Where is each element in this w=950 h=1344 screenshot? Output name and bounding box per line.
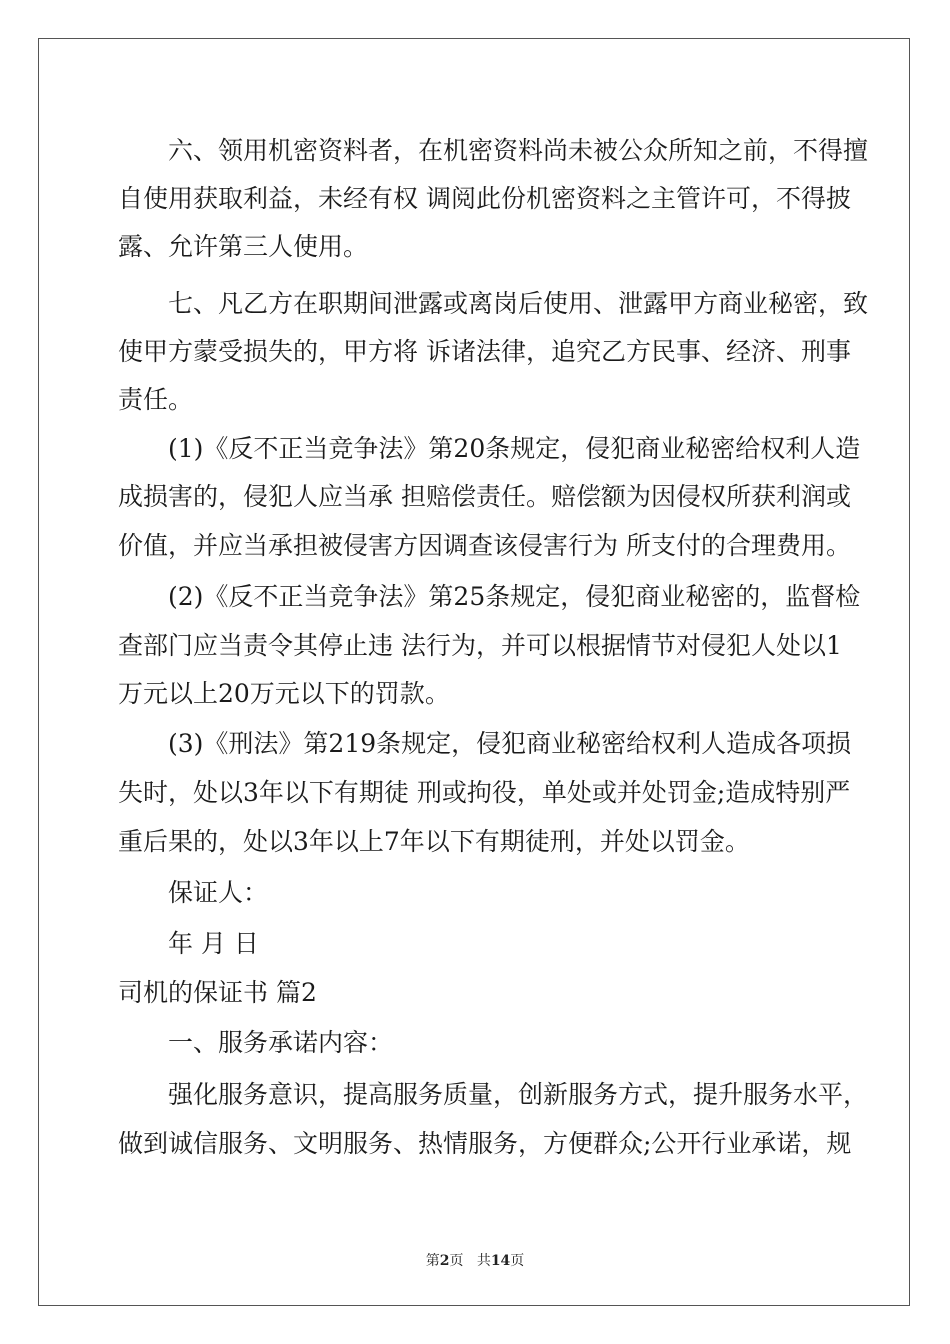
text-line: 价值，并应当承担被侵害方因调查该侵害行为 所支付的合理费用。 [118, 531, 851, 560]
total-suffix: 页 [510, 1253, 525, 1269]
page-prefix: 第 [425, 1253, 440, 1269]
text-line: 成损害的，侵犯人应当承 担赔偿责任。赔偿额为因侵权所获利润或 [118, 482, 851, 511]
date-line: 年 月 日 [118, 929, 259, 958]
text-line: 做到诚信服务、文明服务、热情服务，方便群众;公开行业承诺，规 [118, 1129, 852, 1158]
text-line: (2)《反不正当竞争法》第25条规定，侵犯商业秘密的，监督检 [118, 582, 861, 611]
text-line: 六、领用机密资料者，在机密资料尚未被公众所知之前，不得擅 [118, 136, 869, 165]
page-current: 2 [439, 1253, 450, 1269]
text-line: 失时，处以3年以下有期徒 刑或拘役，单处或并处罚金;造成特别严 [118, 778, 851, 807]
text-line: 露、允许第三人使用。 [118, 232, 369, 261]
page-footer [0, 1250, 950, 1270]
text-line: 自使用获取利益，未经有权 调阅此份机密资料之主管许可，不得披 [118, 184, 851, 213]
page-border [38, 38, 910, 1306]
text-line: 七、凡乙方在职期间泄露或离岗后使用、泄露甲方商业秘密，致 [118, 289, 869, 318]
text-line: 责任。 [118, 385, 194, 414]
text-line: 使甲方蒙受损失的，甲方将 诉诸法律，追究乙方民事、经济、刑事 [118, 337, 851, 366]
page-total: 14 [490, 1253, 511, 1269]
text-line: 万元以上20万元以下的罚款。 [118, 679, 450, 708]
text-line: 强化服务意识，提高服务质量，创新服务方式，提升服务水平， [118, 1080, 869, 1109]
text-line: 一、服务承诺内容： [118, 1028, 394, 1057]
text-line: 查部门应当责令其停止违 法行为，并可以根据情节对侵犯人处以1 [118, 631, 842, 660]
page-suffix: 页 [449, 1253, 464, 1269]
total-prefix: 共 [476, 1253, 491, 1269]
signature-label: 保证人： [118, 878, 269, 907]
text-line: (3)《刑法》第219条规定，侵犯商业秘密给权利人造成各项损 [118, 729, 852, 758]
section-heading: 司机的保证书 篇2 [118, 978, 317, 1007]
text-line: (1)《反不正当竞争法》第20条规定，侵犯商业秘密给权利人造 [118, 434, 861, 463]
text-line: 重后果的，处以3年以上7年以下有期徒刑，并处以罚金。 [118, 827, 750, 856]
